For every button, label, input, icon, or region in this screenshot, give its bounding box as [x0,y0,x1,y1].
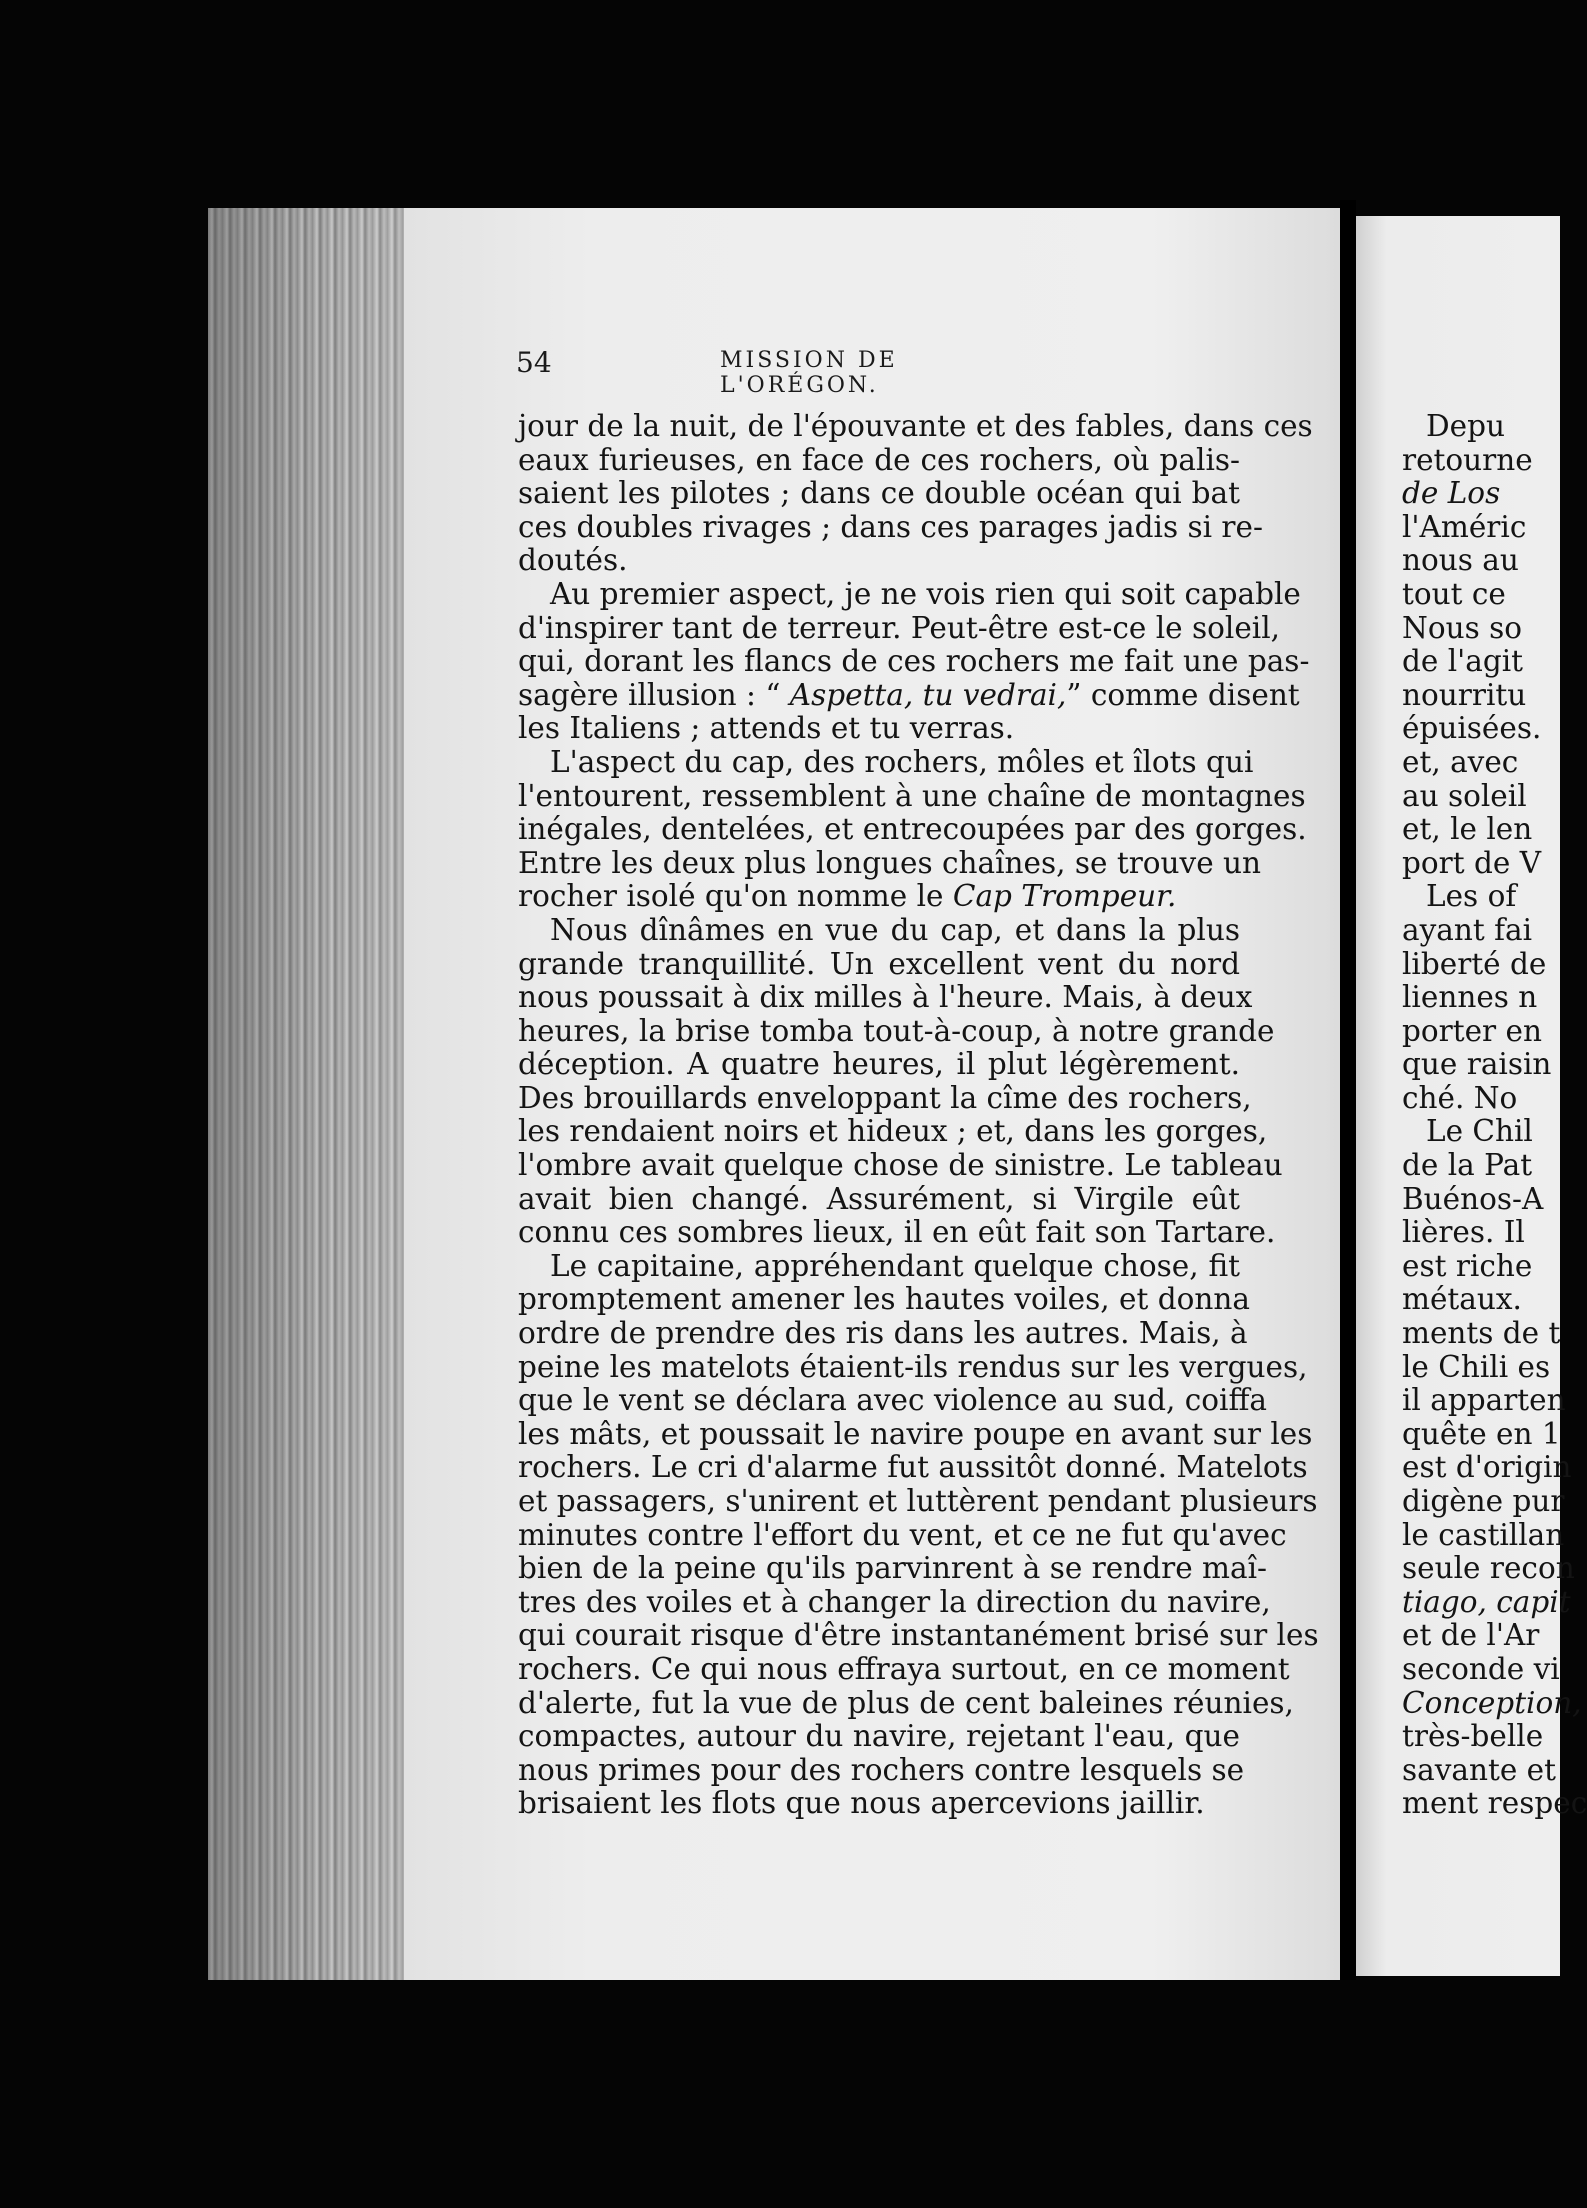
text-line: nous poussait à dix milles à l'heure. Mais, à deux [518,980,1253,1015]
right-page-line: au soleil [1402,778,1527,813]
right-page-line: épuisées. [1402,711,1542,746]
page-edges [208,208,404,1980]
text-line: que le vent se déclara avec violence au sud, coiffa [518,1383,1267,1418]
right-page-line: ment respec [1402,1786,1587,1821]
italic-phrase: Cap Trompeur. [952,879,1177,914]
right-page-line: est riche [1402,1248,1533,1283]
text-line: saient les pilotes ; dans ce double océan qui bat [518,476,1240,511]
right-page-line: de Los [1402,476,1501,511]
right-page-line: tout ce [1402,576,1506,611]
text-line: tres des voiles et à changer la direction du navire, [518,1584,1271,1619]
right-page-line: liberté de [1402,946,1547,981]
right-page-line: retourne [1402,442,1533,477]
page-number: 54 [516,346,552,379]
text-line: connu ces sombres lieux, il en eût fait son Tartare. [518,1215,1276,1250]
right-page-line: l'Améric [1402,509,1527,544]
text-line: heures, la brise tomba tout-à-coup, à notre grande [518,1013,1275,1048]
text-line: nous primes pour des rochers contre lesquels se [518,1752,1245,1787]
right-page-line: et, avec [1402,744,1519,779]
text-line: avait bien changé. Assurément, si Virgile eût [518,1181,1240,1216]
text-line: ordre de prendre des ris dans les autres. Mais, à [518,1316,1248,1351]
text-line: Nous dînâmes en vue du cap, et dans la plus [550,912,1240,947]
right-page-line: Nous so [1402,610,1522,645]
right-page-line: de l'agit [1402,644,1524,679]
right-page-line: Les of [1426,879,1517,914]
right-page-line: tiago, capit [1402,1584,1571,1619]
text-line: minutes contre l'effort du vent, et ce ne fut qu'avec [518,1517,1287,1552]
right-page-line: ments de t [1402,1316,1561,1351]
text-line: les rendaient noirs et hideux ; et, dans les gorges, [518,1114,1268,1149]
right-page-line: nous au [1402,543,1519,578]
text-line: rochers. Ce qui nous effraya surtout, en ce moment [518,1651,1290,1686]
text-line: et passagers, s'unirent et luttèrent pendant plusieurs [518,1484,1318,1518]
text-line: L'aspect du cap, des rochers, môles et îlots qui [550,744,1254,779]
text-line: peine les matelots étaient-ils rendus sur les vergues, [518,1349,1308,1384]
right-page-line: savante et [1402,1752,1556,1787]
right-page-line: de la Pat [1402,1148,1533,1183]
text-line: qui, dorant les flancs de ces rochers me fait une pas- [518,644,1310,679]
text-line: Des brouillards enveloppant la cîme des rochers, [518,1080,1252,1115]
right-page-line: il apparten [1402,1383,1566,1418]
running-title: MISSION DE L'ORÉGON. [720,348,898,398]
text-line: brisaient les flots que nous apercevions jaillir. [518,1786,1205,1821]
italic-phrase: Aspetta, tu vedrai, [789,677,1067,712]
text-line: les Italiens ; attends et tu verras. [518,711,1015,746]
right-page-line: port de V [1402,845,1542,880]
text-line: bien de la peine qu'ils parvinrent à se rendre maî- [518,1551,1268,1586]
text-line: eaux furieuses, en face de ces rochers, où palis- [518,442,1240,477]
text-line: l'entourent, ressemblent à une chaîne de montagnes [518,778,1306,813]
right-page-line: porter en [1402,1013,1542,1048]
text-line: déception. A quatre heures, il plut légèrement. [518,1047,1240,1082]
right-page-line: lières. Il [1402,1215,1525,1250]
right-page-line: et, le len [1402,812,1533,847]
right-page-line: métaux. [1402,1282,1522,1317]
right-page-line: et de l'Ar [1402,1618,1540,1653]
text-line: rocher isolé qu'on nomme le Cap Trompeur. [518,879,1177,914]
right-page-line: ché. No [1402,1080,1518,1115]
text-line: Entre les deux plus longues chaînes, se trouve un [518,845,1262,880]
book-gutter [1340,200,1356,1980]
right-page-line: Buénos-A [1402,1181,1544,1216]
right-page-line: digène pur [1402,1484,1565,1518]
right-page-line: seconde vi [1402,1651,1560,1686]
text-line: inégales, dentelées, et entrecoupées par des gorges. [518,812,1307,847]
text-line: compactes, autour du navire, rejetant l'eau, que [518,1719,1240,1754]
text-line: les mâts, et poussait le navire poupe en avant sur les [518,1416,1313,1451]
text-line: doutés. [518,543,628,578]
right-page-line: le Chili es [1402,1349,1551,1384]
text-line: l'ombre avait quelque chose de sinistre. Le tableau [518,1148,1283,1183]
right-page-line: très-belle [1402,1719,1544,1754]
text-line: grande tranquillité. Un excellent vent du nord [518,946,1240,981]
right-page-line: Le Chil [1426,1114,1533,1149]
right-page-text [1402,409,1587,1821]
right-page-line: est d'origin [1402,1450,1572,1485]
text-line: qui courait risque d'être instantanément brisé sur les [518,1618,1319,1653]
text-line: sagère illusion : “ Aspetta, tu vedrai,” comme disent [518,677,1300,712]
right-page-line: quête en 1 [1402,1416,1561,1451]
text-line: Le capitaine, appréhendant quelque chose, fit [550,1248,1240,1283]
right-page-line: nourritu [1402,677,1527,712]
body-text [518,409,1319,1821]
right-page-line: seule recon [1402,1551,1575,1586]
text-line: jour de la nuit, de l'épouvante et des fables, dans ces [518,409,1313,443]
right-page-line: que raisin [1402,1047,1552,1082]
right-page-line: liennes n [1402,980,1538,1015]
page-header [516,346,1056,398]
text-line: d'alerte, fut la vue de plus de cent baleines réunies, [518,1685,1294,1720]
right-page-line: le castillan [1402,1517,1565,1552]
text-line: ces doubles rivages ; dans ces parages jadis si re- [518,509,1263,544]
right-page-line: ayant fai [1402,912,1533,947]
right-page-line: Depu [1426,409,1505,443]
text-line: promptement amener les hautes voiles, et donna [518,1282,1250,1317]
right-page-line: Conception, [1402,1685,1582,1720]
text-line: d'inspirer tant de terreur. Peut-être est-ce le soleil, [518,610,1281,645]
text-line: Au premier aspect, je ne vois rien qui soit capable [550,576,1301,611]
text-line: rochers. Le cri d'alarme fut aussitôt donné. Matelots [518,1450,1308,1485]
